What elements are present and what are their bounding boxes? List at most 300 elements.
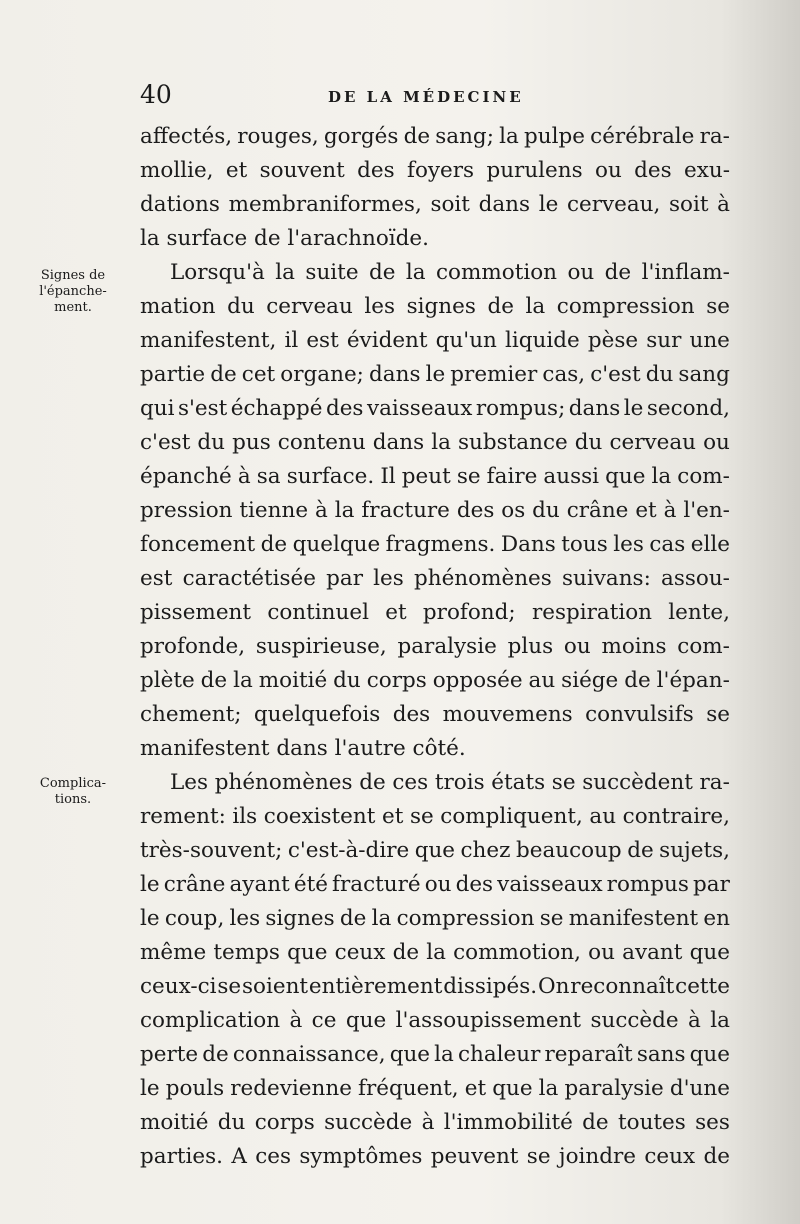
- word: la: [434, 1042, 454, 1067]
- word: assou-: [661, 566, 730, 591]
- word: la: [710, 1008, 730, 1033]
- word: évident: [346, 328, 428, 353]
- word: même: [140, 940, 207, 965]
- text-line: [140, 358, 730, 392]
- word: les: [613, 532, 644, 557]
- word: compliquent,: [440, 804, 583, 829]
- word: manifestent,: [140, 328, 277, 353]
- word: coup,: [164, 906, 225, 931]
- word: cette: [675, 974, 730, 999]
- word: qu'un: [435, 328, 497, 353]
- text-line: [140, 800, 730, 834]
- word: exu-: [684, 158, 730, 183]
- word: très-souvent;: [140, 838, 283, 863]
- word: les: [229, 906, 261, 931]
- word: ou: [424, 872, 452, 897]
- word: foncement: [140, 532, 256, 557]
- word: succèdent: [582, 770, 693, 795]
- word: la: [371, 906, 392, 931]
- word: manifestent: [568, 906, 699, 931]
- word: parties.: [140, 1144, 223, 1169]
- word: pissement: [140, 600, 252, 625]
- word: ce: [311, 1008, 337, 1033]
- word: cas,: [542, 362, 586, 387]
- margin-note-line: tions.: [54, 792, 92, 807]
- word: complication: [140, 1008, 281, 1033]
- word: la: [405, 260, 426, 285]
- word: tienne: [239, 498, 309, 523]
- word: les: [373, 566, 404, 591]
- text-line: [140, 120, 730, 154]
- word: l'assoupissement: [395, 1008, 582, 1033]
- word: gorgés: [323, 124, 399, 149]
- margin-note-line: Complica-: [39, 776, 107, 791]
- word: tous: [561, 532, 608, 557]
- word: profond;: [422, 600, 516, 625]
- word: quelquefois: [253, 702, 381, 727]
- word: sur: [646, 328, 682, 353]
- word: soit: [669, 192, 709, 217]
- text-line: manifestent dans l'autre côté.: [140, 736, 466, 761]
- margin-note-signes: [18, 268, 128, 316]
- word: elle: [690, 532, 730, 557]
- word: l'en-: [683, 498, 730, 523]
- word: coexistent: [263, 804, 376, 829]
- word: chez: [460, 838, 511, 863]
- word: fréquent,: [358, 1076, 459, 1101]
- word: l'immobilité: [443, 1110, 573, 1135]
- word: plus: [507, 634, 554, 659]
- word: de: [624, 668, 651, 693]
- word: cerveau,: [566, 192, 661, 217]
- word: pouls: [165, 1076, 225, 1101]
- word: le: [425, 362, 446, 387]
- text-line: [140, 936, 730, 970]
- word: de: [359, 770, 386, 795]
- word: et: [385, 600, 407, 625]
- word: corps: [254, 1110, 315, 1135]
- word: cerveau: [266, 294, 353, 319]
- word: cas: [649, 532, 686, 557]
- word: crâne: [163, 872, 226, 897]
- word: ou: [588, 940, 615, 965]
- word: à: [717, 192, 730, 217]
- word: que: [492, 1076, 533, 1101]
- word: de: [604, 260, 632, 285]
- word: le: [140, 872, 160, 897]
- text-line: [140, 868, 730, 902]
- word: de: [487, 294, 514, 319]
- word: beaucoup: [515, 838, 622, 863]
- word: se: [409, 804, 434, 829]
- word: dans: [372, 430, 425, 455]
- word: cerveau: [609, 430, 697, 455]
- word: sa: [256, 464, 281, 489]
- word: paralysie: [564, 1076, 664, 1101]
- word: crâne: [566, 498, 629, 523]
- word: est: [140, 566, 173, 591]
- word: com-: [677, 634, 730, 659]
- word: moitié: [258, 668, 328, 693]
- word: affectés,: [140, 124, 233, 149]
- word: partie: [140, 362, 206, 387]
- word: que: [689, 1042, 730, 1067]
- word: ces: [392, 770, 429, 795]
- page-number: 40: [140, 80, 172, 109]
- word: contraire,: [622, 804, 730, 829]
- word: que: [345, 1008, 387, 1033]
- word: échappé: [230, 396, 323, 421]
- word: sans: [636, 1042, 686, 1067]
- word: rouges,: [237, 124, 319, 149]
- word: cet: [241, 362, 276, 387]
- word: le: [538, 192, 559, 217]
- word: de: [368, 260, 396, 285]
- word: de: [339, 906, 367, 931]
- word: organe;: [280, 362, 364, 387]
- word: pèse: [587, 328, 639, 353]
- word: liquide: [505, 328, 580, 353]
- word: mation: [140, 294, 216, 319]
- word: de: [627, 838, 654, 863]
- word: moitié: [140, 1110, 209, 1135]
- word: le: [623, 396, 644, 421]
- word: été: [293, 872, 328, 897]
- word: moins: [601, 634, 667, 659]
- word: pus: [232, 430, 271, 455]
- word: chement;: [140, 702, 242, 727]
- word: des: [392, 702, 431, 727]
- word: à: [688, 1008, 701, 1033]
- word: quelque: [292, 532, 381, 557]
- text-line: [140, 1004, 730, 1038]
- word: ces: [255, 1144, 291, 1169]
- text-line: [140, 562, 730, 596]
- word: mouvemens: [442, 702, 573, 727]
- word: et: [381, 804, 404, 829]
- word: succède: [590, 1008, 679, 1033]
- word: perte: [140, 1042, 199, 1067]
- word: états: [491, 770, 546, 795]
- word: c'est: [140, 430, 191, 455]
- word: peuvent: [430, 1144, 519, 1169]
- word: Les: [170, 770, 209, 795]
- word: par: [693, 872, 730, 897]
- word: cérébrale: [590, 124, 695, 149]
- word: rement:: [140, 804, 226, 829]
- word: et: [464, 1076, 487, 1101]
- word: ceux-ci: [140, 974, 217, 999]
- word: os: [501, 498, 526, 523]
- word: que: [287, 940, 328, 965]
- word: la: [525, 294, 546, 319]
- word: soit: [430, 192, 470, 217]
- text-line: [140, 1106, 730, 1140]
- word: il: [284, 328, 299, 353]
- word: commotion: [436, 260, 558, 285]
- word: et: [635, 498, 657, 523]
- text-line: [140, 766, 730, 800]
- word: du: [574, 430, 603, 455]
- word: contenu: [277, 430, 366, 455]
- word: l'inflam-: [641, 260, 730, 285]
- word: chaleur: [457, 1042, 541, 1067]
- word: ceux: [644, 1144, 696, 1169]
- word: et: [225, 158, 248, 183]
- text-line: [140, 596, 730, 630]
- word: dissipés.: [443, 974, 538, 999]
- word: ra-: [699, 770, 730, 795]
- margin-note-line: Signes de: [40, 268, 106, 283]
- word: sujets,: [659, 838, 730, 863]
- word: du: [217, 1110, 246, 1135]
- word: faire: [486, 464, 538, 489]
- text-line: [140, 1038, 730, 1072]
- text-line: [140, 392, 730, 426]
- word: avant: [622, 940, 683, 965]
- word: purulens: [486, 158, 583, 183]
- text-line: [140, 256, 730, 290]
- word: du: [532, 498, 560, 523]
- word: profonde,: [140, 634, 246, 659]
- word: commotion,: [453, 940, 581, 965]
- word: ils: [232, 804, 258, 829]
- word: substance: [457, 430, 568, 455]
- word: en: [703, 906, 730, 931]
- text-line: [140, 324, 730, 358]
- word: l'épan-: [656, 668, 730, 693]
- word: c'est: [590, 362, 641, 387]
- word: temps: [213, 940, 280, 965]
- word: A: [231, 1144, 247, 1169]
- word: com-: [677, 464, 730, 489]
- word: fracture: [361, 498, 450, 523]
- word: continuel: [267, 600, 369, 625]
- text-line: [140, 290, 730, 324]
- text-line: [140, 664, 730, 698]
- word: suite: [305, 260, 359, 285]
- word: plète: [140, 668, 195, 693]
- word: des: [325, 396, 364, 421]
- margin-note-line: l'épanche-: [39, 284, 107, 299]
- word: On: [537, 974, 570, 999]
- word: de: [403, 124, 431, 149]
- word: au: [589, 804, 617, 829]
- body-text: [140, 120, 730, 1174]
- word: dans: [568, 396, 621, 421]
- word: de: [392, 940, 420, 965]
- word: une: [689, 328, 730, 353]
- word: siége: [561, 668, 619, 693]
- text-line: [140, 426, 730, 460]
- word: la: [426, 940, 446, 965]
- word: dans: [369, 362, 421, 387]
- word: respiration: [531, 600, 653, 625]
- word: à: [663, 498, 677, 523]
- word: se: [551, 770, 576, 795]
- word: succède: [324, 1110, 413, 1135]
- word: redevienne: [230, 1076, 352, 1101]
- word: les: [364, 294, 396, 319]
- margin-note-complications: [18, 776, 128, 808]
- word: phénomènes: [214, 770, 353, 795]
- word: par: [326, 566, 363, 591]
- text-line: la surface de l'arachnoïde.: [140, 226, 429, 251]
- word: de: [703, 1144, 730, 1169]
- word: de: [202, 1042, 229, 1067]
- page-header: [140, 80, 730, 112]
- word: la: [334, 498, 355, 523]
- word: signes: [406, 294, 476, 319]
- word: rompus;: [475, 396, 566, 421]
- word: que: [414, 838, 456, 863]
- word: du: [197, 430, 226, 455]
- text-line: [140, 528, 730, 562]
- word: sang: [678, 362, 730, 387]
- word: fracturé: [332, 872, 421, 897]
- word: reparaît: [544, 1042, 633, 1067]
- word: de: [582, 1110, 609, 1135]
- word: sang;: [435, 124, 494, 149]
- word: d'une: [669, 1076, 730, 1101]
- word: la: [233, 668, 253, 693]
- word: corps: [366, 668, 427, 693]
- word: la: [499, 124, 519, 149]
- word: du: [227, 294, 255, 319]
- word: premier: [450, 362, 538, 387]
- word: que: [689, 940, 730, 965]
- word: ses: [695, 1110, 730, 1135]
- text-line: [140, 460, 730, 494]
- text-line: [140, 154, 730, 188]
- word: dans: [478, 192, 531, 217]
- word: rompus: [606, 872, 689, 897]
- text-line: [140, 1072, 730, 1106]
- text-line: [140, 188, 730, 222]
- word: ou: [567, 260, 595, 285]
- text-line: [140, 902, 730, 936]
- word: compression: [556, 294, 695, 319]
- word: mollie,: [140, 158, 214, 183]
- word: Dans: [500, 532, 556, 557]
- word: des: [456, 498, 495, 523]
- text-line: [140, 970, 730, 1004]
- word: entièrement: [308, 974, 443, 999]
- word: suivans:: [561, 566, 651, 591]
- word: des: [455, 872, 494, 897]
- word: à: [289, 1008, 303, 1033]
- word: souvent: [259, 158, 345, 183]
- word: compression: [396, 906, 535, 931]
- word: la: [275, 260, 295, 285]
- word: vaisseaux: [497, 872, 603, 897]
- word: est: [306, 328, 339, 353]
- margin-note-line: ment.: [54, 300, 92, 315]
- word: dations: [140, 192, 220, 217]
- word: ou: [595, 158, 622, 183]
- word: que: [605, 464, 646, 489]
- word: s'est: [177, 396, 228, 421]
- word: soient: [242, 974, 309, 999]
- text-line: [140, 1140, 730, 1174]
- word: c'est-à-dire: [287, 838, 410, 863]
- word: se: [706, 702, 730, 727]
- word: Il: [380, 464, 396, 489]
- word: à: [314, 498, 328, 523]
- word: peut: [401, 464, 451, 489]
- word: des: [634, 158, 672, 183]
- word: caractétisée: [182, 566, 316, 591]
- text-line: [140, 494, 730, 528]
- word: se: [539, 906, 564, 931]
- word: suspirieuse,: [255, 634, 387, 659]
- word: que: [389, 1042, 431, 1067]
- word: pression: [140, 498, 233, 523]
- word: la: [651, 464, 672, 489]
- word: fragmens.: [385, 532, 496, 557]
- word: la: [538, 1076, 559, 1101]
- word: épanché: [140, 464, 232, 489]
- word: opposée: [432, 668, 523, 693]
- running-head: DE LA MÉDECINE: [328, 88, 524, 106]
- word: ou: [703, 430, 730, 455]
- word: à: [421, 1110, 435, 1135]
- word: paralysie: [397, 634, 497, 659]
- word: convulsifs: [585, 702, 694, 727]
- word: pulpe: [524, 124, 585, 149]
- word: signes: [265, 906, 335, 931]
- word: du: [645, 362, 674, 387]
- word: ceux: [334, 940, 386, 965]
- word: ra-: [699, 124, 730, 149]
- word: à: [237, 464, 251, 489]
- word: membraniformes,: [228, 192, 422, 217]
- word: de: [200, 668, 228, 693]
- word: ayant: [229, 872, 290, 897]
- word: au: [528, 668, 556, 693]
- word: se: [217, 974, 242, 999]
- text-line: [140, 834, 730, 868]
- word: joindre: [558, 1144, 637, 1169]
- word: se: [706, 294, 730, 319]
- word: le: [140, 906, 160, 931]
- word: se: [526, 1144, 551, 1169]
- word: se: [456, 464, 481, 489]
- word: qui: [140, 396, 175, 421]
- text-line: [140, 630, 730, 664]
- word: second,: [646, 396, 730, 421]
- word: le: [140, 1076, 160, 1101]
- word: toutes: [617, 1110, 686, 1135]
- word: de: [210, 362, 237, 387]
- word: ou: [563, 634, 591, 659]
- word: vaisseaux: [366, 396, 473, 421]
- word: phénomènes: [413, 566, 552, 591]
- word: connaissance,: [232, 1042, 386, 1067]
- word: symptômes: [299, 1144, 423, 1169]
- word: aussi: [543, 464, 600, 489]
- word: des: [357, 158, 395, 183]
- word: Lorsqu'à: [170, 260, 265, 285]
- word: foyers: [407, 158, 475, 183]
- word: de: [260, 532, 288, 557]
- word: du: [333, 668, 361, 693]
- word: surface.: [286, 464, 375, 489]
- word: la: [431, 430, 451, 455]
- text-line: [140, 698, 730, 732]
- word: trois: [434, 770, 485, 795]
- word: reconnaît: [570, 974, 675, 999]
